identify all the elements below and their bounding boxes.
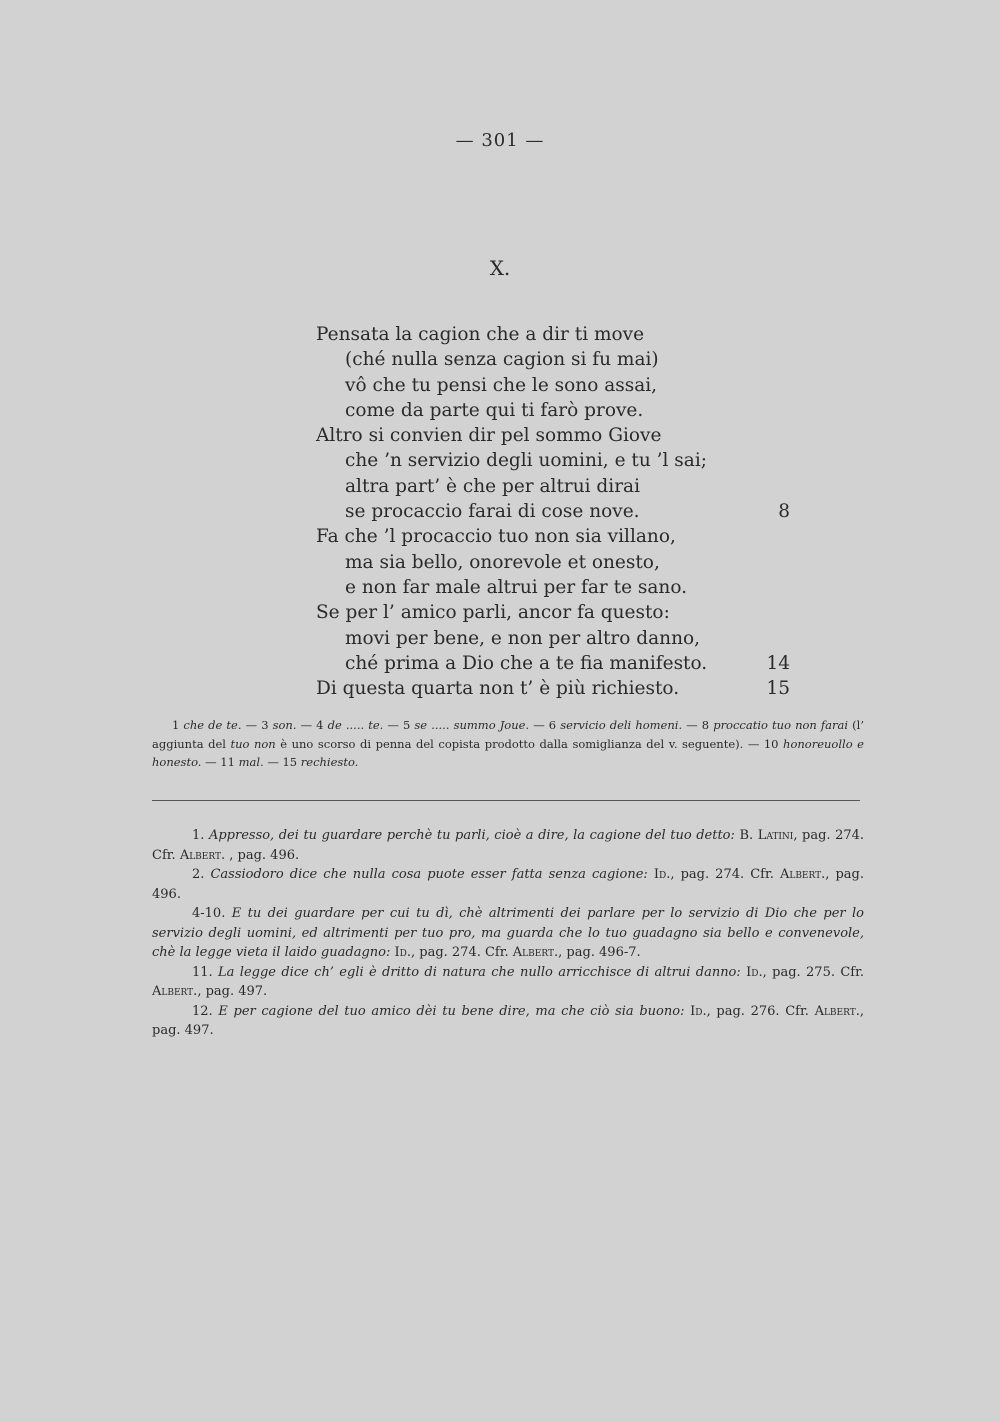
verse-line	[0, 550, 1000, 575]
variant-reading: se ..... summo Joue.	[414, 718, 530, 732]
variant-reading: servicio deli homeni.	[560, 718, 683, 732]
footnote-reference: Id.	[746, 964, 763, 980]
textual-variants	[152, 716, 864, 772]
footnote-reference: Latini	[757, 828, 794, 843]
footnote-reference: , pag. 496-7.	[558, 945, 641, 960]
footnote-reference: , pag. 274. Cfr.	[152, 828, 865, 863]
variant-reading: proccatio tuo non farai	[713, 718, 849, 732]
section-title: X.	[489, 256, 511, 280]
verse-text: vô che tu pensi che le sono assai,	[345, 374, 658, 396]
verse-line	[0, 373, 1000, 398]
footnote-reference: , pag. 276. Cfr.	[706, 1003, 815, 1019]
footnote-reference: , pag. 497.	[197, 984, 268, 999]
footnote-number: 1.	[192, 828, 209, 843]
footnote-reference: B.	[734, 828, 758, 843]
verse-line	[0, 575, 1000, 600]
variant-text: — 11	[201, 755, 239, 769]
variant-reading: rechiesto.	[300, 755, 359, 769]
variant-reading: che de te.	[183, 718, 242, 732]
variant-reading: tuo non	[230, 736, 276, 751]
verse-line	[0, 651, 1000, 676]
verse-line	[0, 626, 1000, 651]
footnote-reference: Albert.	[152, 984, 198, 999]
verse-text: ché prima a Dio che a te fia manifesto.	[345, 652, 708, 674]
verse-text: che ’n servizio degli uomini, e tu ’l sai;	[345, 450, 707, 472]
variant-reading: son.	[272, 718, 297, 732]
footnote-number: 4-10.	[192, 906, 232, 921]
footnote-number: 12.	[192, 1003, 219, 1019]
verse-text: e non far male altrui per far te sano.	[345, 576, 688, 598]
variant-reading: mal.	[238, 755, 264, 769]
verse-text: (ché nulla senza cagion si fu mai)	[345, 349, 659, 371]
verse-line	[0, 600, 1000, 625]
variant-text: — 15	[263, 755, 301, 769]
variant-text: — 3	[241, 718, 273, 732]
footnote-number: 2.	[192, 867, 211, 882]
footnote-number: 11.	[192, 964, 219, 980]
footnote	[152, 963, 864, 1002]
verse-line	[0, 423, 1000, 448]
variant-text: — 6	[529, 718, 561, 732]
verse-text: come da parte qui ti farò prove.	[345, 399, 644, 421]
footnote-reference: Id.	[690, 1003, 707, 1019]
verse-line	[0, 448, 1000, 473]
verse-text: Altro si convien dir pel sommo Giove	[316, 425, 662, 447]
variant-text: 1	[172, 718, 184, 732]
variant-text: — 4	[296, 718, 328, 732]
footnote-reference: Albert.	[779, 867, 826, 882]
footnote-quote: Cassiodoro dice che nulla cosa puote esser fatta senza cagione:	[210, 867, 648, 882]
page-number: — 301 —	[455, 130, 545, 151]
verse-line	[0, 499, 1000, 524]
footnote-reference: Albert.	[814, 1003, 860, 1019]
verse-text: movi per bene, e non per altro danno,	[345, 627, 701, 649]
verse-number: 8	[778, 501, 790, 523]
footnote-reference: , pag. 497.	[152, 1003, 865, 1038]
verse-number: 14	[766, 652, 790, 674]
footnote-reference: , pag. 274. Cfr.	[410, 945, 513, 960]
verse-text: se procaccio farai di cose nove.	[345, 501, 640, 523]
verse-line	[0, 524, 1000, 549]
variant-reading: honoreuollo e honesto.	[152, 736, 864, 769]
footnote-quote: La legge dice ch’ egli è dritto di natura che nullo arricchisce di altrui danno:	[218, 964, 741, 980]
footnote-reference: , pag. 274. Cfr.	[670, 867, 780, 882]
variant-text: — 5	[383, 718, 415, 732]
verse-line	[0, 676, 1000, 701]
footnote-reference: Id.	[394, 945, 411, 960]
verse-line	[0, 474, 1000, 499]
verse-line	[0, 347, 1000, 372]
footnote	[152, 865, 864, 904]
poem	[0, 322, 1000, 701]
footnote-reference: , pag. 496.	[152, 867, 864, 902]
verse-text: Di questa quarta non t’ è più richiesto.	[316, 678, 680, 700]
verse-text: altra part’ è che per altrui dirai	[345, 475, 640, 497]
footnote-quote: Appresso, dei tu guardare perchè tu parli, cioè a dire, la cagione del tuo detto:	[208, 828, 735, 843]
footnote-reference: , pag. 275. Cfr.	[762, 964, 865, 980]
footnote	[152, 904, 864, 963]
footnote-reference: Albert.	[179, 847, 226, 863]
variant-text: è uno scorso di penna del copista prodotto dalla somiglianza del v. seguente). — 10	[275, 736, 784, 751]
footnote-reference: Albert.	[512, 945, 559, 960]
verse-line	[0, 322, 1000, 347]
footnotes	[152, 826, 864, 1041]
footnote-quote: E per cagione del tuo amico dèi tu bene dire, ma che ciò sia buono:	[218, 1003, 685, 1019]
footnote-reference: , pag. 496.	[225, 847, 300, 863]
variant-reading: de ..... te.	[327, 718, 384, 732]
variant-text: (l’ aggiunta del	[152, 718, 864, 751]
footnote-reference: Id.	[653, 867, 671, 882]
footnote	[152, 1002, 864, 1041]
verse-text: ma sia bello, onorevole et onesto,	[345, 551, 660, 573]
verse-text: Pensata la cagion che a dir ti move	[316, 324, 645, 345]
footnote-divider	[152, 800, 860, 801]
footnote-quote: E tu dei guardare per cui tu dì, chè altrimenti dei parlare per lo servizio di Dio che per lo servizio degli uomini, ed altrimenti per tuo pro, ma guarda che lo tuo guadagno sia bello e convenevole, chè la legge vieta il laido guadagno:	[152, 906, 864, 960]
variant-text: — 8	[682, 718, 714, 732]
footnote	[152, 826, 864, 865]
verse-text: Fa che ’l procaccio tuo non sia villano,	[316, 526, 676, 548]
verse-text: Se per l’ amico parli, ancor fa questo:	[316, 602, 670, 624]
verse-line	[0, 398, 1000, 423]
verse-number: 15	[766, 678, 790, 700]
